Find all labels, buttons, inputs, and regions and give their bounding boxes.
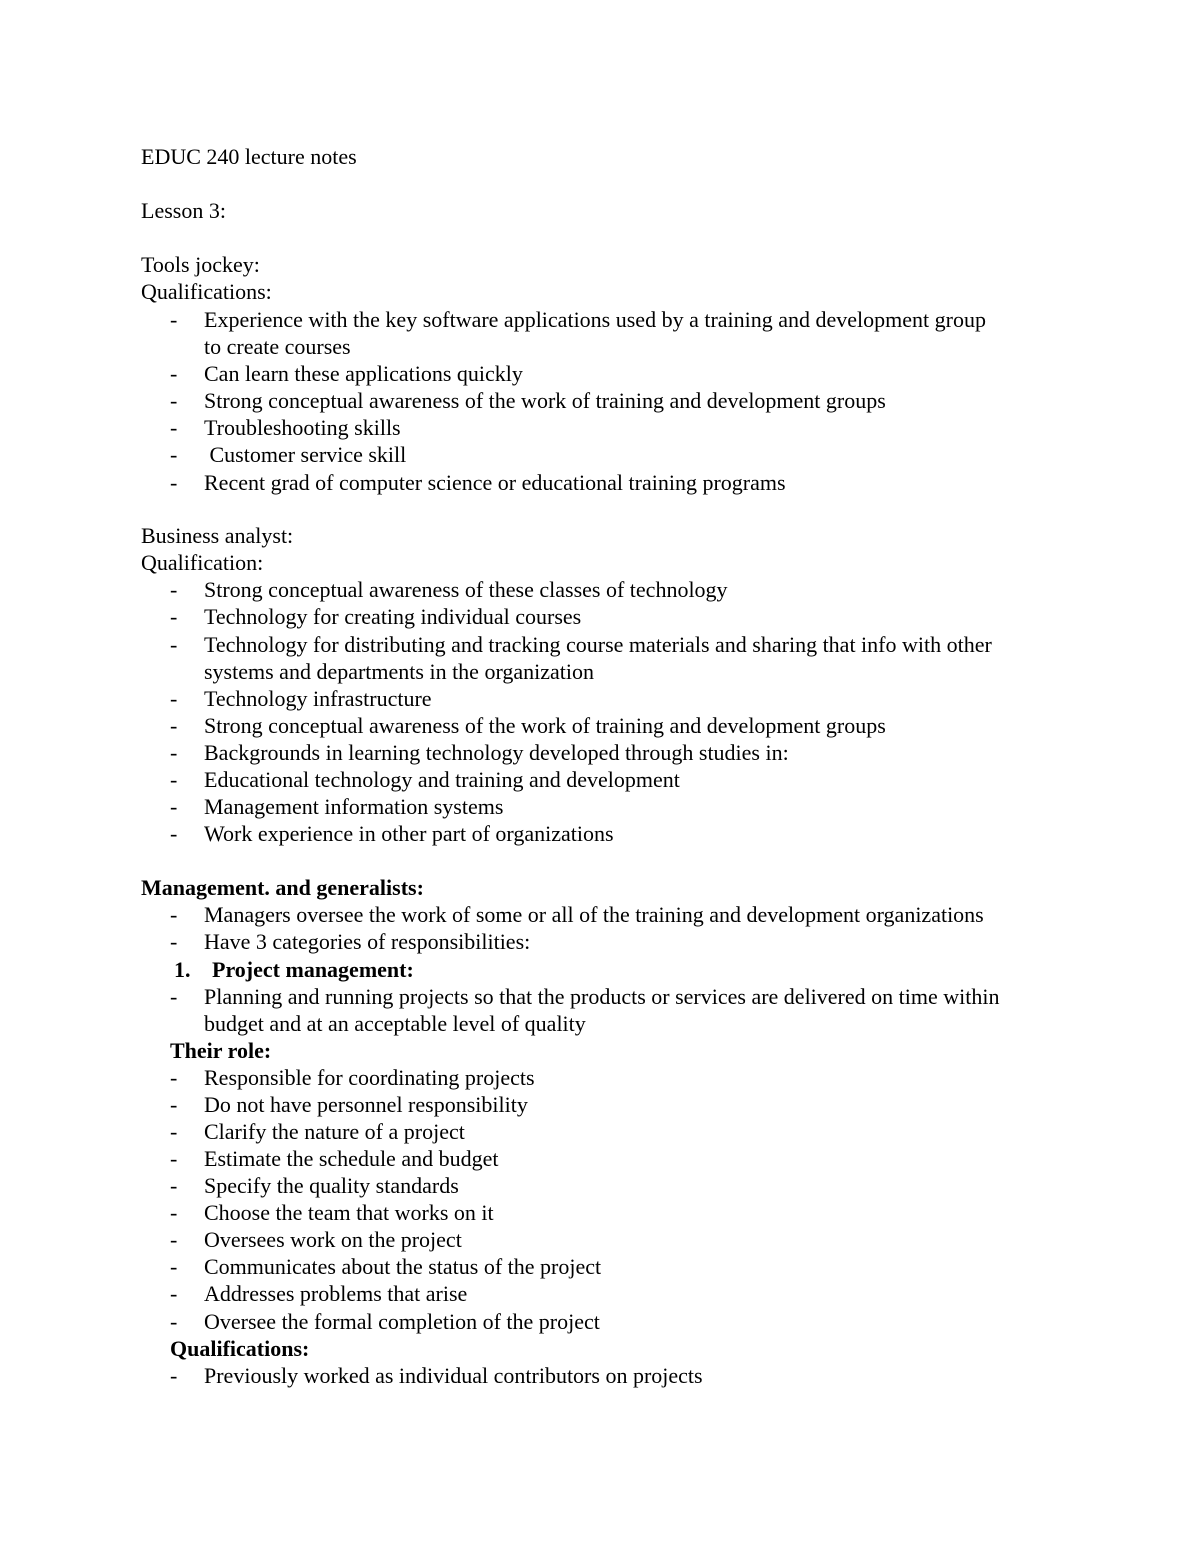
bullet-dash: -	[170, 821, 178, 846]
bullet-dash: -	[170, 1200, 178, 1225]
list-item: Do not have personnel responsibility	[204, 1092, 528, 1117]
bullet-dash: -	[170, 767, 178, 792]
bullet-dash: -	[170, 929, 178, 954]
bullet-dash: -	[170, 388, 178, 413]
list-item: Educational technology and training and development	[204, 767, 680, 792]
list-item: Strong conceptual awareness of these classes of technology	[204, 577, 728, 602]
bullet-dash: -	[170, 1092, 178, 1117]
list-item: Work experience in other part of organizations	[204, 821, 614, 846]
list-item-continuation: systems and departments in the organization	[204, 659, 595, 684]
list-item-continuation: to create courses	[204, 334, 351, 359]
bullet-dash: -	[170, 1281, 178, 1306]
bullet-dash: -	[170, 902, 178, 927]
bullet-dash: -	[170, 470, 178, 495]
list-item: Planning and running projects so that the products or services are delivered on time within	[204, 984, 1000, 1009]
list-item: Estimate the schedule and budget	[204, 1146, 499, 1171]
bullet-dash: -	[170, 361, 178, 386]
bullet-dash: -	[170, 632, 178, 657]
bullet-dash: -	[170, 1363, 178, 1388]
bullet-dash: -	[170, 1146, 178, 1171]
project-management-heading: Project management:	[212, 957, 414, 982]
list-item: Experience with the key software applications used by a training and development group	[204, 307, 986, 332]
bullet-dash: -	[170, 713, 178, 738]
lesson-label: Lesson 3:	[141, 198, 226, 223]
their-role-heading: Their role:	[170, 1038, 272, 1063]
bullet-dash: -	[170, 1309, 178, 1334]
bullet-dash: -	[170, 794, 178, 819]
document-title: EDUC 240 lecture notes	[141, 144, 357, 169]
list-item: Choose the team that works on it	[204, 1200, 494, 1225]
list-item: Communicates about the status of the project	[204, 1254, 602, 1279]
bullet-dash: -	[170, 686, 178, 711]
list-item: Recent grad of computer science or educational training programs	[204, 470, 786, 495]
numbered-index: 1.	[174, 957, 191, 982]
list-item: Technology for distributing and tracking course materials and sharing that info with other	[204, 632, 992, 657]
list-item: Specify the quality standards	[204, 1173, 459, 1198]
list-item: Strong conceptual awareness of the work of training and development groups	[204, 713, 886, 738]
list-item: Technology for creating individual courses	[204, 604, 582, 629]
list-item: Oversee the formal completion of the project	[204, 1309, 600, 1334]
list-item: Previously worked as individual contributors on projects	[204, 1363, 703, 1388]
bullet-dash: -	[170, 740, 178, 765]
bullet-dash: -	[170, 1254, 178, 1279]
list-item: Addresses problems that arise	[204, 1281, 468, 1306]
bullet-dash: -	[170, 984, 178, 1009]
list-item: Technology infrastructure	[204, 686, 432, 711]
list-item: Oversees work on the project	[204, 1227, 462, 1252]
bullet-dash: -	[170, 1173, 178, 1198]
tools-jockey-qualifications-label: Qualifications:	[141, 279, 272, 304]
bullet-dash: -	[170, 1227, 178, 1252]
bullet-dash: -	[170, 604, 178, 629]
bullet-dash: -	[170, 307, 178, 332]
list-item: Clarify the nature of a project	[204, 1119, 465, 1144]
list-item: Management information systems	[204, 794, 504, 819]
list-item: Managers oversee the work of some or all of the training and development organizations	[204, 902, 984, 927]
list-item: Troubleshooting skills	[204, 415, 401, 440]
list-item: Customer service skill	[204, 442, 407, 467]
management-heading: Management. and generalists:	[141, 875, 424, 900]
list-item: Backgrounds in learning technology developed through studies in:	[204, 740, 789, 765]
list-item: Have 3 categories of responsibilities:	[204, 929, 531, 954]
bullet-dash: -	[170, 1119, 178, 1144]
bullet-dash: -	[170, 1065, 178, 1090]
list-item: Can learn these applications quickly	[204, 361, 523, 386]
tools-jockey-heading: Tools jockey:	[141, 252, 260, 277]
bullet-dash: -	[170, 577, 178, 602]
bullet-dash: -	[170, 442, 178, 467]
bullet-dash: -	[170, 415, 178, 440]
list-item-continuation: budget and at an acceptable level of quality	[204, 1011, 586, 1036]
business-analyst-heading: Business analyst:	[141, 523, 294, 548]
list-item: Responsible for coordinating projects	[204, 1065, 535, 1090]
list-item: Strong conceptual awareness of the work of training and development groups	[204, 388, 886, 413]
business-analyst-qualification-label: Qualification:	[141, 550, 264, 575]
qualifications-heading: Qualifications:	[170, 1336, 310, 1361]
